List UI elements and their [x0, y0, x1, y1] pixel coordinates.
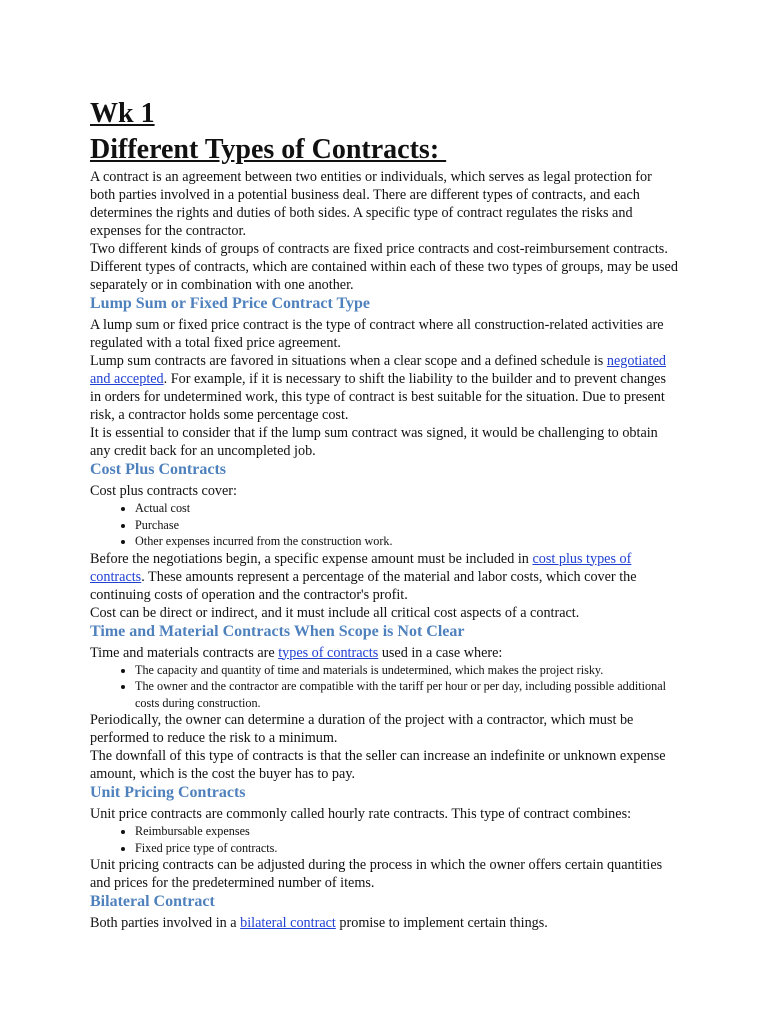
intro-paragraph-1: A contract is an agreement between two entities or individuals, which serves as legal protection for both parties involved in a potential business deal. There are different types of contracts, and each determines the rights and duties of both sides. A specific type of contract regulates the risks and expenses for the contractor. [90, 169, 652, 239]
bilateral-paragraph-1 [90, 914, 680, 932]
time-materials-paragraph-2: Periodically, the owner can determine a duration of the project with a contractor, which must be performed to reduce the risk to a minimum. [90, 712, 634, 746]
cost-plus-text-before-link: Before the negotiations begin, a specific expense amount must be included in [90, 550, 533, 567]
cost-plus-list [90, 500, 680, 550]
types-of-contracts-link[interactable]: types of contracts [278, 644, 379, 661]
section-heading-unit-pricing: Unit Pricing Contracts [90, 784, 246, 801]
time-materials-text-after-link: used in a case where: [378, 644, 503, 661]
time-materials-paragraph-3: The downfall of this type of contracts is that the seller can increase an indefinite or unknown expense amount, which is the cost the buyer has to pay. [90, 748, 666, 782]
cost-plus-text-after-link: . These amounts represent a percentage of the material and labor costs, which cover the continuing costs of operation and the contractor's profit. [90, 568, 637, 603]
cost-plus-types-link[interactable]: cost plus types of contracts [90, 550, 632, 585]
unit-pricing-list [90, 823, 680, 856]
time-materials-paragraph-1 [90, 644, 680, 662]
section-heading-bilateral: Bilateral Contract [90, 893, 215, 910]
time-materials-text-before-link: Time and materials contracts are [90, 644, 279, 661]
section-heading-cost-plus: Cost Plus Contracts [90, 461, 226, 478]
lump-sum-text-after-link: . For example, if it is necessary to shift the liability to the builder and to prevent changes in orders for undetermined work, this type of contract is best suitable for the situation. Due to present risk, a contractor holds some percentage cost. [90, 371, 667, 423]
list-item: • The owner and the contractor are compatible with the tariff per hour or per day, including possible additional costs during construction. [135, 678, 680, 711]
lump-sum-text-before-link: Lump sum contracts are favored in situations when a clear scope and a defined schedule is [90, 353, 607, 369]
list-item: • The capacity and quantity of time and materials is undetermined, which makes the project risky. [135, 662, 680, 679]
intro-paragraph-2: Two different kinds of groups of contracts are fixed price contracts and cost-reimbursement contracts. Different types of contracts, which are contained within each of these two types of groups, may be used separately or in combination with one another. [90, 241, 678, 293]
bilateral-contract-link[interactable]: bilateral contract [240, 915, 336, 931]
unit-pricing-paragraph-1: Unit price contracts are commonly called hourly rate contracts. This type of contract combines: [90, 806, 632, 822]
section-heading-time-materials: Time and Material Contracts When Scope is Not Clear [90, 622, 465, 640]
list-item: • Other expenses incurred from the construction work. [135, 533, 680, 550]
document-content [90, 96, 680, 932]
list-item: • Reimbursable expenses [135, 823, 680, 840]
page-title: Different Types of Contracts: [90, 134, 447, 165]
lump-sum-paragraph-2 [90, 352, 680, 424]
bilateral-text-before-link: Both parties involved in a [90, 915, 241, 931]
bilateral-text-after-link: promise to implement certain things. [335, 915, 548, 931]
section-heading-lump-sum: Lump Sum or Fixed Price Contract Type [90, 295, 370, 312]
time-materials-list [90, 662, 680, 712]
cost-plus-paragraph-1: Cost plus contracts cover: [90, 483, 237, 499]
page-title-week: Wk 1 [90, 98, 155, 129]
cost-plus-paragraph-2 [90, 550, 680, 604]
list-item: • Purchase [135, 517, 680, 534]
list-item: • Fixed price type of contracts. [135, 840, 680, 857]
unit-pricing-paragraph-2: Unit pricing contracts can be adjusted during the process in which the owner offers certain quantities and prices for the predetermined number of items. [90, 857, 663, 891]
lump-sum-paragraph-1: A lump sum or fixed price contract is the type of contract where all construction-related activities are regulated with a total fixed price agreement. [90, 317, 664, 351]
cost-plus-paragraph-3: Cost can be direct or indirect, and it must include all critical cost aspects of a contract. [90, 604, 580, 621]
list-item: • Actual cost [135, 500, 680, 517]
lump-sum-paragraph-3: It is essential to consider that if the lump sum contract was signed, it would be challenging to obtain any credit back for an uncompleted job. [90, 425, 658, 459]
negotiated-and-accepted-link[interactable]: negotiated and accepted [90, 353, 666, 387]
